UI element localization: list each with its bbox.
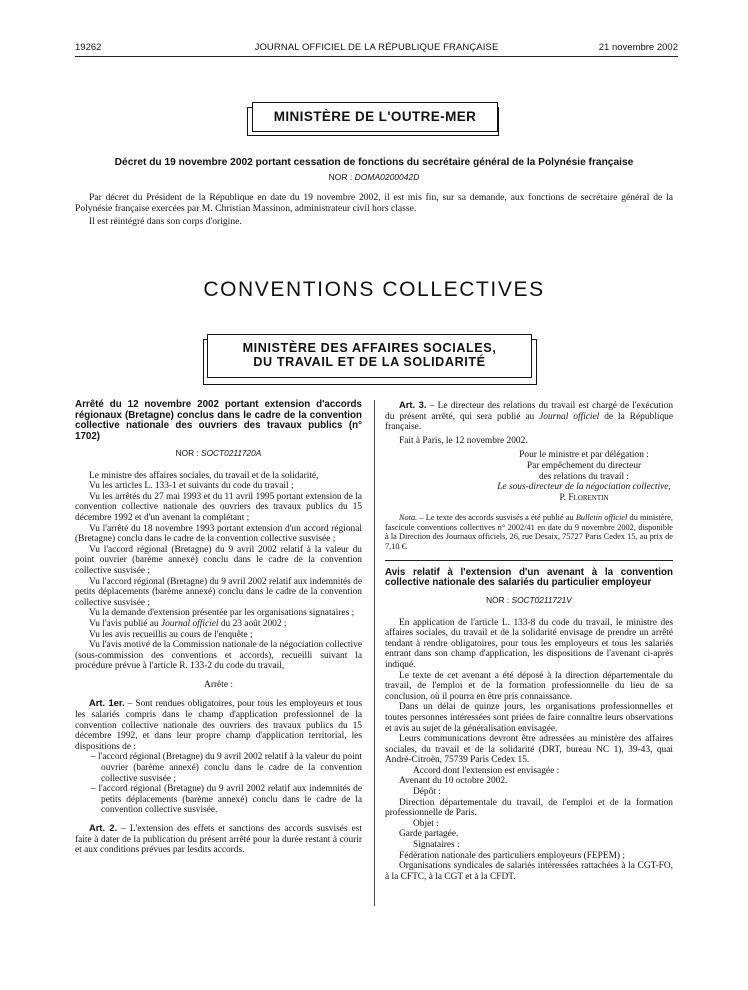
signature-block (385, 450, 673, 503)
p8-pre: Vu l'avis publié au (89, 618, 161, 629)
column-divider (374, 400, 375, 906)
p8-journal: Journal officiel (160, 618, 219, 629)
avis-p6: Avenant du 10 octobre 2002. (399, 776, 508, 787)
article-1-dash-1: – l'accord régional (Bretagne) du 9 avril 2002 relatif à la valeur du point ouvrier (barème annexé) conclu dans le cadre de la convention collective susvisée ; (91, 752, 362, 784)
avis-p5: Accord dont l'extension est envisagée : (413, 765, 560, 776)
ministry-social-line1: MINISTÈRE DES AFFAIRES SOCIALES, (242, 341, 497, 355)
article-2 (75, 823, 362, 856)
article-2-text: – L'extension des effets et sanctions des accords susvisés est faite à dater de la publication du présent arrêté pour la durée restant à courir et aux conditions prévues par lesdits accords. (75, 824, 362, 856)
arrete-nor (75, 448, 362, 459)
article-3-pre: – Le directeur des relations du travail est chargé de l'exécution du présent arrêté, qui sera publié au (385, 401, 674, 422)
issue-date: 21 novembre 2002 (598, 42, 678, 53)
avis-p4: Leurs communications devront être adressées au ministère des affaires sociales, du travail et de la solidarité (DRT, bureau NC 1), 39-43, quai André-Citroën, 75739 Paris Cedex 15. (385, 734, 673, 766)
arrete-keyword: Arrête : (204, 679, 233, 690)
section-title: CONVENTIONS COLLECTIVES (203, 278, 545, 301)
arrete-p5: Vu l'accord régional (Bretagne) du 9 avril 2002 relatif à la valeur du point ouvrier (barème annexé) conclu dans le cadre de la convention collective susvisée ; (75, 544, 362, 576)
article-1 (75, 698, 362, 752)
ministry-outremer-heading: MINISTÈRE DE L'OUTRE-MER (252, 102, 498, 132)
signature-line-4: Le sous-directeur de la négociation collective, (497, 482, 671, 493)
nota-label: Nota. (399, 513, 418, 523)
page-header (75, 42, 678, 56)
avis-signataire-1: Fédération nationale des particuliers employeurs (FEPEM) ; (399, 850, 625, 861)
decret-nor (60, 172, 688, 182)
decret-body: Par décret du Président de la République en date du 19 novembre 2002, il est mis fin, sur sa demande, aux fonctions de secrétaire général de la Polynésie française exercées par M. Christian Massinon, administrateur civil hors classe. (75, 192, 673, 214)
fait-a-paris: Fait à Paris, le 12 novembre 2002. (399, 435, 528, 446)
article-1-text: – Sont rendues obligatoires, pour tous les employeurs et tous les salariés compris dans le champ d'application professionnel de la convention collective nationale des ouvriers des travaux publics du 15 décembre 1992, et dans leur propre champ d'application territorial, les dispositions de : (75, 699, 362, 752)
p8-post: du 23 août 2002 ; (218, 618, 287, 629)
avis-p1: En application de l'article L. 133-8 du code du travail, le ministre des affaires sociales, du travail et de la solidarité envisage de prendre un arrêté tendant à rendre obligatoires, pour tous les employeurs et tous les salariés entrant dans son champ d'application, les dispositions de l'avenant ci-après indiqué. (385, 617, 673, 670)
avis-signataires-label: Signataires : (413, 840, 460, 851)
arrete-p8 (75, 619, 362, 630)
page-number: 19262 (75, 42, 102, 53)
journal-title: JOURNAL OFFICIEL DE LA RÉPUBLIQUE FRANÇAISE (254, 42, 499, 53)
signature-line-1: Pour le ministre et par délégation : (519, 450, 649, 461)
arrete-p6: Vu l'accord régional (Bretagne) du 9 avril 2002 relatif aux indemnités de petits déplacements (barème annexé) conclu dans le cadre de la convention collective susvisée ; (75, 576, 362, 608)
header-rule (75, 56, 678, 57)
nor-label: NOR : (175, 448, 199, 458)
nota-pre: – Le texte des accords susvisés a été publié au (417, 513, 576, 523)
avis-depot: Direction départementale du travail, de l'emploi et de la formation professionnelle de Paris. (385, 797, 673, 819)
avis-objet: Garde partagée. (399, 829, 459, 840)
right-column (385, 400, 673, 882)
arrete-p9: Vu les avis recueillis au cours de l'enquête ; (89, 629, 253, 640)
avis-nor (385, 595, 673, 606)
nor-label: NOR : (328, 172, 353, 182)
arrete-p1: Le ministre des affaires sociales, du travail et de la solidarité, (89, 470, 319, 481)
article-3-label: Art. 3. (399, 399, 427, 410)
ministry-social-line2: DU TRAVAIL ET DE LA SOLIDARITÉ (253, 355, 486, 369)
nota-post: du ministère, fascicule conventions collectives n° 2002/41 en date du 9 novembre 2002, disponible à la Direction des Journaux officiels, 26, rue Desaix, 75727 Paris Cedex 15, au prix de 7,10 €. (385, 513, 673, 551)
arrete-p3: Vu les arrêtés du 27 mai 1993 et du 11 avril 1995 portant extension de la convention collective nationale des ouvriers des travaux publics du 15 décembre 1992 et d'un avenant la complétant ; (75, 491, 362, 523)
arrete-p4: Vu l'arrêté du 18 novembre 1993 portant extension d'un accord régional (Bretagne) conclu dans le cadre de la convention collective susvisée ; (75, 523, 362, 545)
decret-body-2: Il est réintégré dans son corps d'origine. (89, 216, 242, 227)
article-1-dash-2: – l'accord régional (Bretagne) du 9 avril 2002 relatif aux indemnités de petits déplacements (barème annexé) conclu dans le cadre de la convention collective susvisée. (91, 784, 362, 816)
avis-objet-label: Objet : (413, 818, 439, 829)
avis-p2: Le texte de cet avenant a été déposé à la direction départementale du travail, de l'emploi et de la formation professionnelle du lieu de sa conclusion, où il pourra en être pris connaissance. (385, 670, 673, 702)
article-2-label: Art. 2. (89, 822, 118, 833)
left-column (75, 400, 362, 856)
ministry-social-heading (207, 334, 532, 378)
signature-line-3: des relations du travail : (538, 471, 630, 482)
article-1-label: Art. 1er. (89, 697, 125, 709)
signature-name: P. Florentin (559, 492, 609, 503)
avis-depot-label: Dépôt : (413, 787, 441, 798)
article-3-post: de la République française. (385, 411, 673, 433)
nota (385, 513, 673, 551)
nor-value: SOCT0211720A (201, 448, 262, 458)
nor-value: DOMA0200042D (354, 172, 420, 182)
article-3-journal: Journal officiel (539, 411, 600, 422)
avis-p3: Dans un délai de quinze jours, les organisations professionnelles et toutes personnes intéressées sont priées de faire connaître leurs observations et avis au sujet de la généralisation envisagée. (385, 702, 673, 734)
avis-title: Avis relatif à l'extension d'un avenant à la convention collective nationale des salariés du particulier employeur (385, 566, 673, 589)
arrete-p7: Vu la demande d'extension présentée par les organisations signataires ; (89, 608, 355, 619)
nor-label: NOR : (486, 594, 510, 605)
nor-value: SOCT0211721V (511, 594, 572, 605)
article-3 (385, 400, 673, 433)
nota-bulletin: Bulletin officiel (575, 513, 628, 523)
avis-signataire-2: Organisations syndicales de salariés intéressées rattachées à la CGT-FO, à la CFTC, à la CGT et à la CFDT. (385, 861, 673, 882)
arrete-p2: Vu les articles L. 133-1 et suivants du code du travail ; (89, 481, 294, 492)
arrete-p10: Vu l'avis motivé de la Commission nationale de la négociation collective (sous-commission des conventions et accords), recueilli suivant la procédure prévue à l'article R. 133-2 du code du travail, (75, 640, 362, 672)
section-rule (385, 560, 673, 561)
decret-title: Décret du 19 novembre 2002 portant cessation de fonctions du secrétaire général de la Polynésie française (114, 157, 634, 168)
arrete-title: Arrêté du 12 novembre 2002 portant extension d'accords régionaux (Bretagne) conclus dans le cadre de la convention collective nationale des ouvriers des travaux publics (n° 1702) (75, 399, 362, 442)
signature-line-2: Par empêchement du directeur (526, 460, 642, 471)
